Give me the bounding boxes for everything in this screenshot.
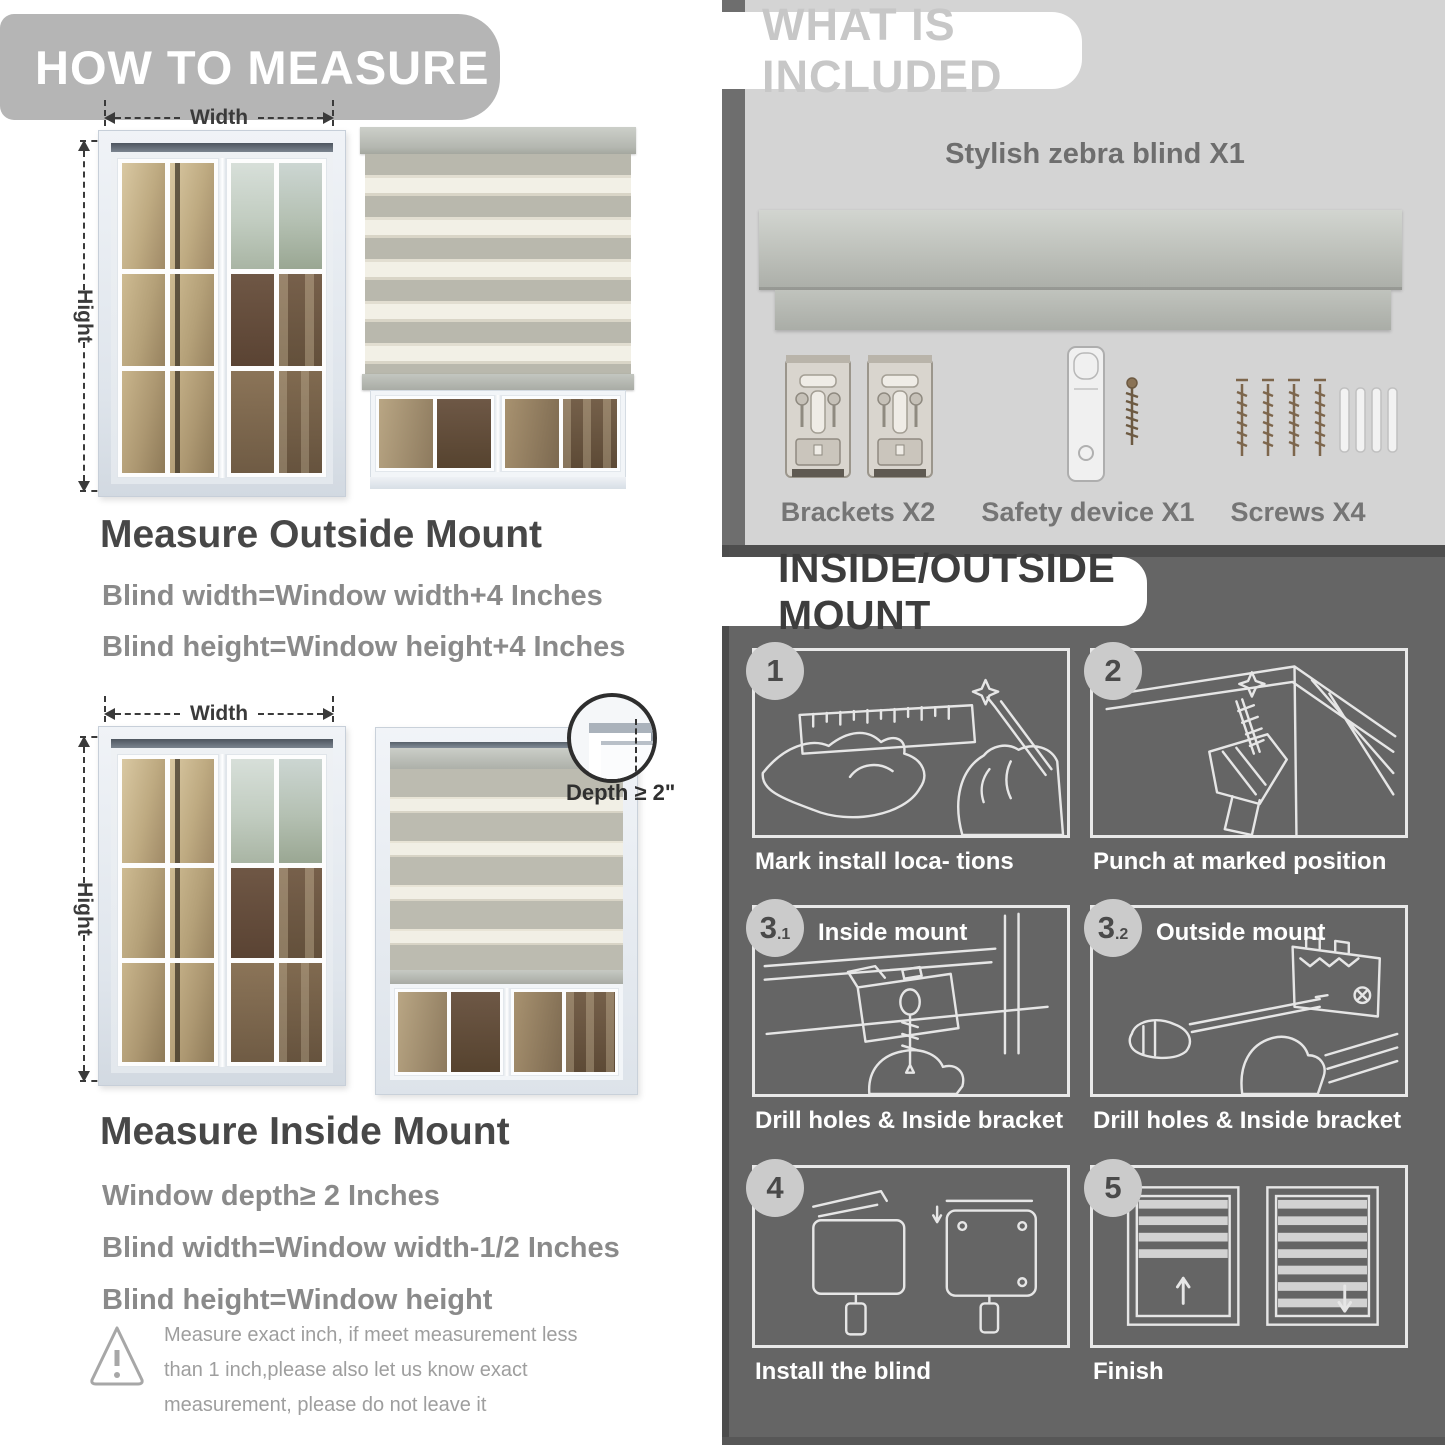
what-is-included-header: [722, 0, 1082, 102]
step-label-outside-mount: Outside mount: [1156, 919, 1326, 946]
step-caption-3-1: Drill holes & Inside bracket: [755, 1107, 1064, 1134]
window-photo-inside: [98, 726, 346, 1086]
screws-image: [1234, 370, 1404, 475]
blind-headrail: [360, 127, 636, 154]
part-label-brackets: Brackets X2: [780, 497, 936, 527]
width-arrow-outside: [104, 108, 334, 128]
height-arrow-inside: [74, 736, 94, 1082]
width-arrow-inside: [104, 704, 334, 724]
part-label-safety-device: Safety device X1: [981, 497, 1195, 527]
blind-outside-illustration: [360, 127, 636, 489]
right-section: [722, 0, 1445, 1445]
how-to-measure-header: [0, 14, 500, 120]
window-mullion: [219, 158, 226, 478]
warning-note: [88, 1318, 648, 1423]
blind-headrail-image-lower: [775, 290, 1391, 330]
step-badge-3-1: 3 .1: [746, 899, 804, 957]
product-label: Stylish zebra blind X1: [945, 138, 1245, 170]
blind-headrail-image: [759, 210, 1402, 290]
how-to-measure-title: HOW TO MEASURE: [35, 40, 490, 94]
step-caption-2: Punch at marked position: [1093, 848, 1387, 875]
inside-mount-title: Measure Inside Mount: [100, 1110, 510, 1153]
width-label: Width: [189, 106, 249, 129]
inside-outside-mount-title: INSIDE/OUTSIDE MOUNT: [778, 544, 1116, 638]
safety-device-icon: [1060, 345, 1160, 485]
screw-icon: [1234, 370, 1404, 470]
inside-formula-height: Blind height=Window height: [102, 1284, 493, 1316]
bracket-icon: [784, 353, 934, 483]
part-label-screws: Screws X4: [1230, 497, 1366, 527]
depth-label: Depth ≥ 2": [566, 780, 676, 805]
safety-device-image: [1060, 345, 1160, 490]
outside-mount-title: Measure Outside Mount: [100, 513, 543, 556]
step-badge-5: 5: [1084, 1159, 1142, 1217]
how-to-measure-section: [0, 0, 722, 1445]
what-is-included-title: WHAT IS INCLUDED: [762, 0, 1003, 102]
height-label: Hight: [73, 289, 96, 343]
step-badge-2: 2: [1084, 642, 1142, 700]
window-sash-right: [226, 158, 328, 478]
depth-detail-circle: [567, 693, 657, 783]
step-caption-5: Finish: [1093, 1358, 1164, 1385]
inside-outside-mount-section: [722, 545, 1445, 1445]
outside-formula-width: Blind width=Window width+4 Inches: [102, 580, 603, 612]
blind-bottomrail: [362, 374, 634, 390]
blind-bottomrail: [390, 970, 623, 984]
what-is-included-section: [722, 0, 1445, 545]
step-badge-1: 1: [746, 642, 804, 700]
step-badge-4: 4: [746, 1159, 804, 1217]
window-head-strip: [111, 143, 333, 152]
warning-triangle-icon: [88, 1318, 146, 1390]
inside-outside-mount-header: [722, 544, 1147, 638]
outside-formula-height: Blind height=Window height+4 Inches: [102, 631, 626, 663]
warning-text: Measure exact inch, if meet measurement less than 1 inch,please also let us know exact measurement, please do not leave it: [164, 1324, 578, 1416]
inside-formula-depth: Window depth≥ 2 Inches: [102, 1180, 440, 1212]
window-under-blind: [370, 390, 626, 489]
height-arrow-outside: [74, 140, 94, 492]
anchor-icon: [1340, 388, 1397, 452]
inside-formula-width: Blind width=Window width-1/2 Inches: [102, 1232, 620, 1264]
window-photo-outside: [98, 130, 346, 497]
height-label: Hight: [73, 882, 96, 936]
step-badge-3-2: 3 .2: [1084, 899, 1142, 957]
window-sash-left: [117, 158, 219, 478]
step-label-inside-mount: Inside mount: [818, 919, 968, 946]
step-caption-3-2: Drill holes & Inside bracket: [1093, 1107, 1402, 1134]
width-label: Width: [189, 702, 249, 725]
step-caption-4: Install the blind: [755, 1358, 932, 1385]
window-under-blind: [390, 984, 623, 1080]
step-caption-1: Mark install loca- tions: [755, 848, 1014, 875]
blind-fabric: [365, 154, 631, 374]
brackets-image: [784, 353, 934, 488]
depth-dashed-line: [635, 719, 637, 781]
